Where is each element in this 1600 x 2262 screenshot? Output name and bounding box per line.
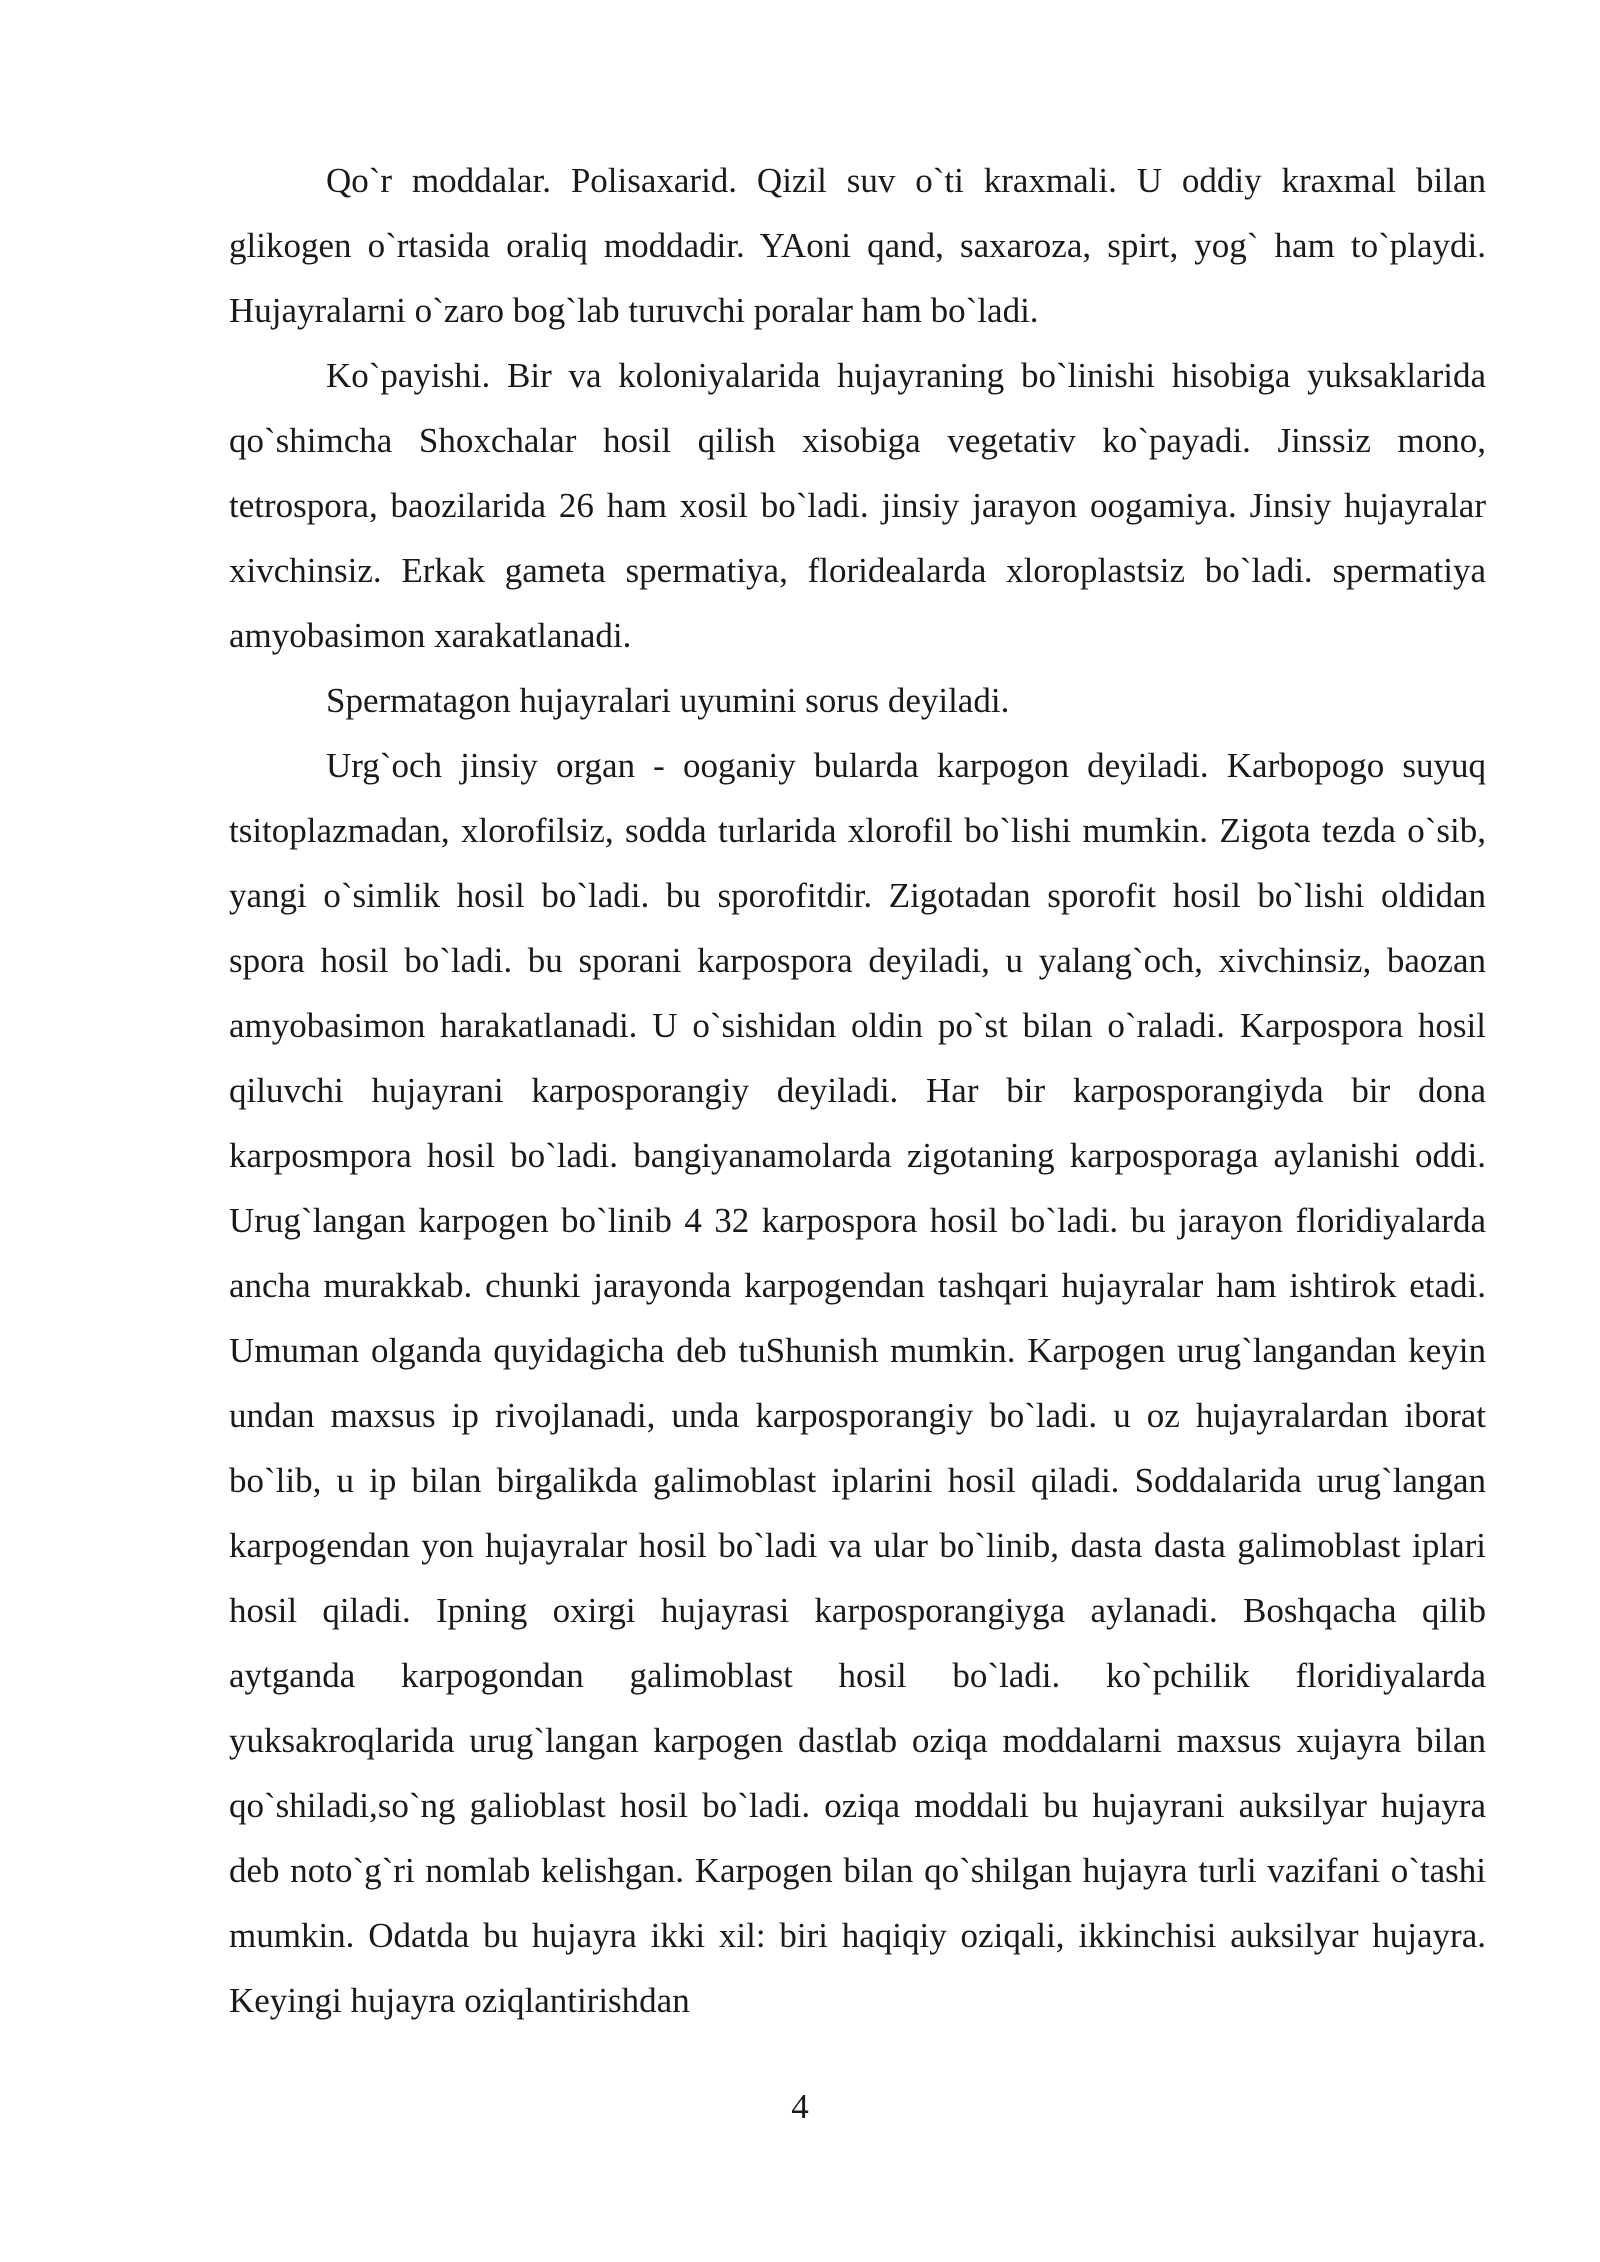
paragraph-1: Qo`r moddalar. Polisaxarid. Qizil suv o`ti kraxmali. U oddiy kraxmal bilan glikogen o`rtasida oraliq moddadir. YAoni qand, saxaroza, spirt, yog` ham to`playdi. Hujayralarni o`zaro bog`lab turuvchi poralar ham bo`ladi. [229, 161, 1486, 330]
paragraph-3: Spermatagon hujayralari uyumini sorus deyiladi. [326, 681, 1010, 720]
paragraph-4: Urg`och jinsiy organ - ooganiy bularda karpogon deyiladi. Karbopogo suyuq tsitoplazmadan, xlorofilsiz, sodda turlarida xlorofil bo`lishi mumkin. Zigota tezda o`sib, yangi o`simlik hosil bo`ladi. bu sporofitdir. Zigotadan sporofit hosil bo`lishi oldidan spora hosil bo`ladi. bu sporani karpospora deyiladi, u yalang`och, xivchinsiz, baozan amyobasimon harakatlanadi. U o`sishidan oldin po`st bilan o`raladi. Karpospora hosil qiluvchi hujayrani karposporangiy deyiladi. Har bir karposporangiyda bir dona karposmpora hosil bo`ladi. bangiyanamolarda zigotaning karposporaga aylanishi oddi. Urug`langan karpogen bo`linib 4 32 karpospora hosil bo`ladi. bu jarayon floridiyalarda ancha murakkab. chunki jarayonda karpogendan tashqari hujayralar ham ishtirok etadi. Umuman olganda quyidagicha deb tuShunish mumkin. Karpogen urug`langandan keyin undan maxsus ip rivojlanadi, unda karposporangiy bo`ladi. u oz hujayralardan iborat bo`lib, u ip bilan birgalikda galimoblast iplarini hosil qiladi. Soddalarida urug`langan karpogendan yon hujayralar hosil bo`ladi va ular bo`linib, dasta dasta galimoblast iplari hosil qiladi. Ipning oxirgi hujayrasi karposporangiyga aylanadi. Boshqacha qilib aytganda karpogondan galimoblast hosil bo`ladi. ko`pchilik floridiyalarda yuksakroqlarida urug`langan karpogen dastlab oziqa moddalarni maxsus xujayra bilan qo`shiladi,so`ng galioblast hosil bo`ladi. oziqa moddali bu hujayrani auksilyar hujayra deb noto`g`ri nomlab kelishgan. Karpogen bilan qo`shilgan hujayra turli vazifani o`tashi mumkin. Odatda bu hujayra ikki xil: biri haqiqiy oziqali, ikkinchisi auksilyar hujayra. Keyingi hujayra oziqlantirishdan [229, 746, 1486, 2020]
page-number: 4 [791, 2087, 809, 2126]
document-body [229, 148, 1486, 2033]
paragraph-2: Ko`payishi. Bir va koloniyalarida hujayraning bo`linishi hisobiga yuksaklarida qo`shimcha Shoxchalar hosil qilish xisobiga vegetativ ko`payadi. Jinssiz mono, tetrospora, baozilarida 26 ham xosil bo`ladi. jinsiy jarayon oogamiya. Jinsiy hujayralar xivchinsiz. Erkak gameta spermatiya, floridealarda xloroplastsiz bo`ladi. spermatiya amyobasimon xarakatlanadi. [229, 356, 1486, 655]
